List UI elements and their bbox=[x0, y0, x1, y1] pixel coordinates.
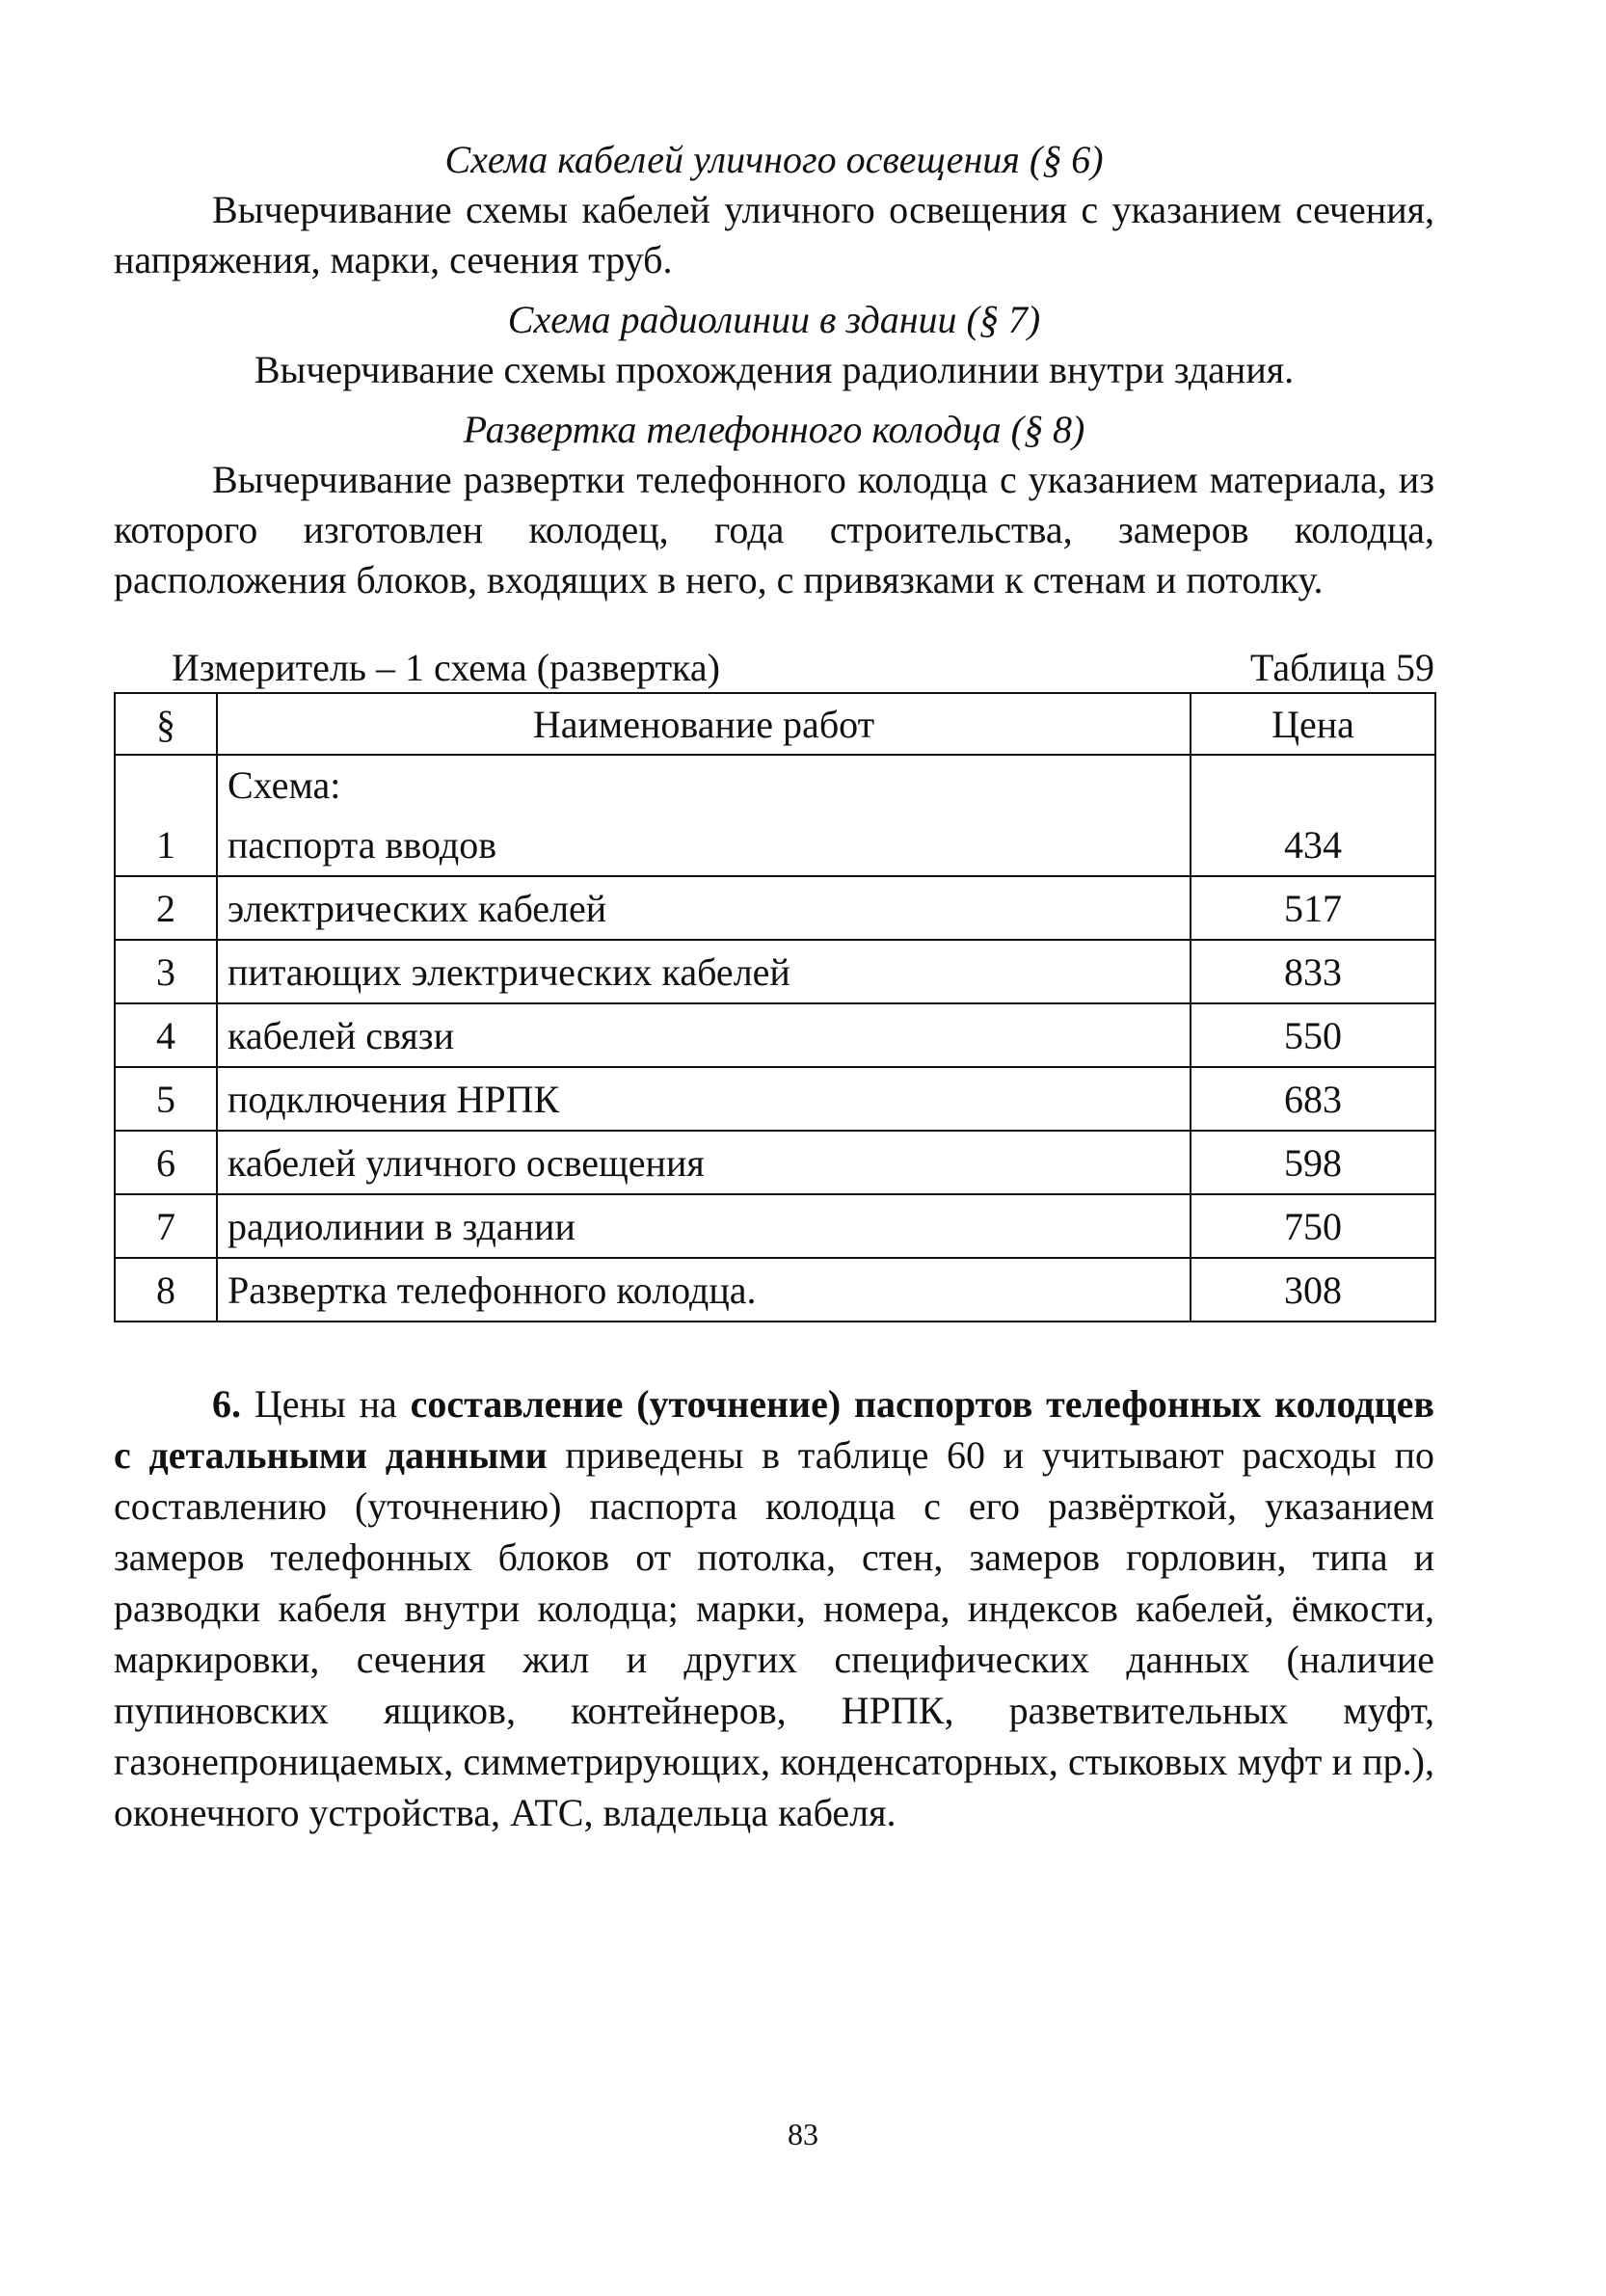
table-row: 8 Развертка телефонного колодца. 308 bbox=[115, 1258, 1435, 1322]
table-caption bbox=[114, 644, 1434, 692]
page-number: 83 bbox=[788, 2117, 818, 2151]
table-measure: Измеритель – 1 схема (развертка) bbox=[172, 646, 720, 689]
table-row: 7 радиолинии в здании 750 bbox=[115, 1194, 1435, 1258]
table-header-row bbox=[115, 693, 1435, 755]
section-8-text: Вычерчивание развертки телефонного колодца с указанием материала, из которого изготовлен колодец, года строительства, замеров колодца, расположения блоков, входящих в него, с привязками к стенам и потолку. bbox=[114, 458, 1434, 601]
table-number: Таблица 59 bbox=[1249, 646, 1434, 689]
header-price: Цена bbox=[1191, 693, 1435, 755]
table-row: 6 кабелей уличного освещения 598 bbox=[115, 1131, 1435, 1194]
table-row: 3 питающих электрических кабелей 833 bbox=[115, 940, 1435, 1003]
section-6-title: Схема кабелей уличного освещения (§ 6) bbox=[444, 138, 1104, 181]
header-paragraph: § bbox=[115, 693, 217, 755]
paragraph-6-number: 6. bbox=[212, 1382, 241, 1426]
table-group-row bbox=[115, 755, 1435, 814]
table-row: 1 паспорта вводов 434 bbox=[115, 814, 1435, 876]
section-8-title: Развертка телефонного колодца (§ 8) bbox=[463, 408, 1085, 451]
price-table bbox=[114, 692, 1436, 1322]
table-row: 2 электрических кабелей 517 bbox=[115, 876, 1435, 940]
header-work-name: Наименование работ bbox=[217, 693, 1191, 755]
table-row: 4 кабелей связи 550 bbox=[115, 1003, 1435, 1067]
section-7-text: Вычерчивание схемы прохождения радиолинии внутри здания. bbox=[254, 348, 1295, 391]
section-6-text: Вычерчивание схемы кабелей уличного освещения с указанием сечения, напряжения, марки, сечения труб. bbox=[114, 188, 1434, 281]
group-label: Схема: bbox=[217, 755, 1191, 814]
paragraph-6: 6. Цены на составление (уточнение) паспортов телефонных колодцев с детальными данными приведены в таблице 60 и учитывают расходы по составлению (уточнению) паспорта колодца с его развёрткой, указанием замеров телефонных блоков от потолка, стен, замеров горловин, типа и разводки кабеля внутри колодца; марки, номера, индексов кабелей, ёмкости, маркировки, сечения жил и других специфических данных (наличие пупиновских ящиков, контейнеров, НРПК, разветвительных муфт, газонепроницаемых, симметрирующих, конденсаторных, стыковых муфт и пр.), оконечного устройства, АТС, владельца кабеля. bbox=[114, 1382, 1434, 1834]
page-body bbox=[114, 135, 1434, 1877]
table-row: 5 подключения НРПК 683 bbox=[115, 1067, 1435, 1131]
paragraph-6-bold-subject: составление (уточнение) паспортов телефонных колодцев с детальными данными bbox=[114, 1382, 1434, 1477]
section-7-title: Схема радиолинии в здании (§ 7) bbox=[507, 298, 1041, 341]
